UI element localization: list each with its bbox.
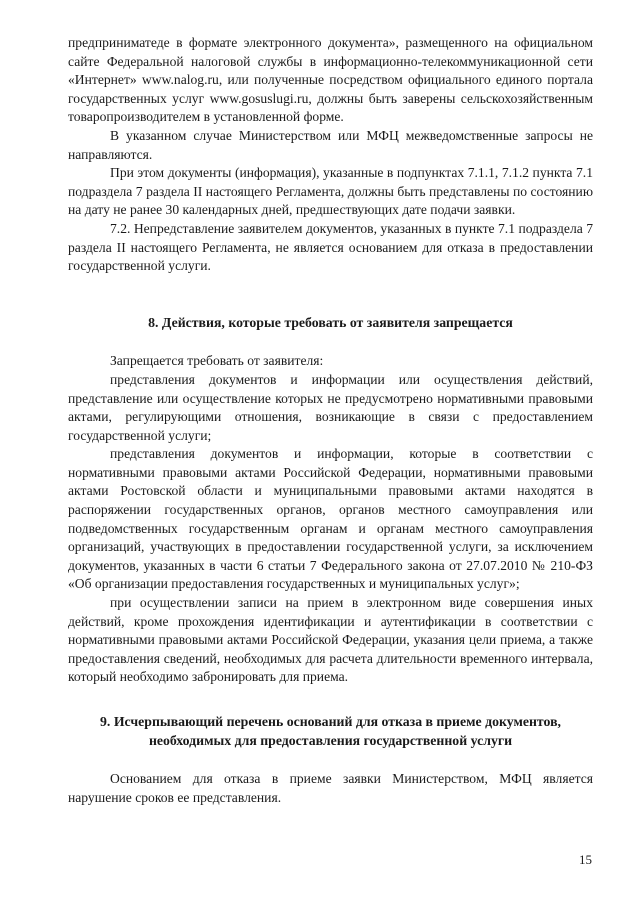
section-8-heading: 8. Действия, которые требовать от заявителя запрещается [148,314,513,330]
section-8-paragraph-2: представления документов и информации, которые в соответствии с нормативными правовыми актами Российской Федерации, нормативными правовыми актами Ростовской области и муниципальными правовыми актами находятся в распоряжении государственных органов, органов местного самоуправления или подведомственных государственным органам и органам местного самоуправления организаций, участвующих в предоставлении государственной услуги, за исключением документов, указанных в части 6 статьи 7 Федерального закона от 27.07.2010 № 210-ФЗ «Об организации предоставления государственных и муниципальных услуг»; [68,446,593,592]
section-9-heading [68,713,593,750]
section-9-heading-line-2: необходимых для предоставления государственной услуги [148,732,513,748]
page-number: 15 [579,852,592,867]
intro-paragraph-4: 7.2. Непредставление заявителем документов, указанных в пункте 7.1 подраздела 7 раздела II настоящего Регламента, не является основанием для отказа в предоставлении государственной услуги. [68,220,593,274]
section-9-paragraph: Основанием для отказа в приеме заявки Министерством, МФЦ является нарушение сроков ее представления. [68,771,593,805]
section-8-paragraph-3: при осуществлении записи на прием в электронном виде совершения иных действий, кроме прохождения идентификации и аутентификации в соответствии с нормативными правовыми актами Российской Федерации, указания цели приема, а также предоставления сведений, необходимых для расчета длительности временного интервала, который необходимо забронировать для приема. [68,595,593,685]
section-8-paragraph-1: представления документов и информации или осуществления действий, представление или осуществление которых не предусмотрено нормативными правовыми актами, регулирующими отношения, возникающие в связи с предоставлением государственной услуги; [68,371,593,443]
intro-paragraph-2: В указанном случае Министерством или МФЦ межведомственные запросы не направляются. [68,127,593,162]
intro-paragraph-1: предприниматеде в формате электронного документа», размещенного на официальном сайте Федеральной налоговой службы в информационно-телекоммуникационной сети «Интернет» www.nalog.ru, или полученные посредством официального единого портала государственных услуг www.gosuslugi.ru, должны быть заверены сельскохозяйственным товаропроизводителем в установленной форме. [68,35,593,125]
section-9-heading-line-1: 9. Исчерпывающий перечень оснований для отказа в приеме документов, [100,714,561,729]
document-body [68,34,593,807]
intro-paragraph-3: При этом документы (информация), указанные в подпунктах 7.1.1, 7.1.2 пункта 7.1 подраздела 7 раздела II настоящего Регламента, должны быть представлены по состоянию на дату не ранее 30 календарных дней, предшествующих дате подачи заявки. [68,165,593,218]
section-8-lead: Запрещается требовать от заявителя: [110,353,324,369]
